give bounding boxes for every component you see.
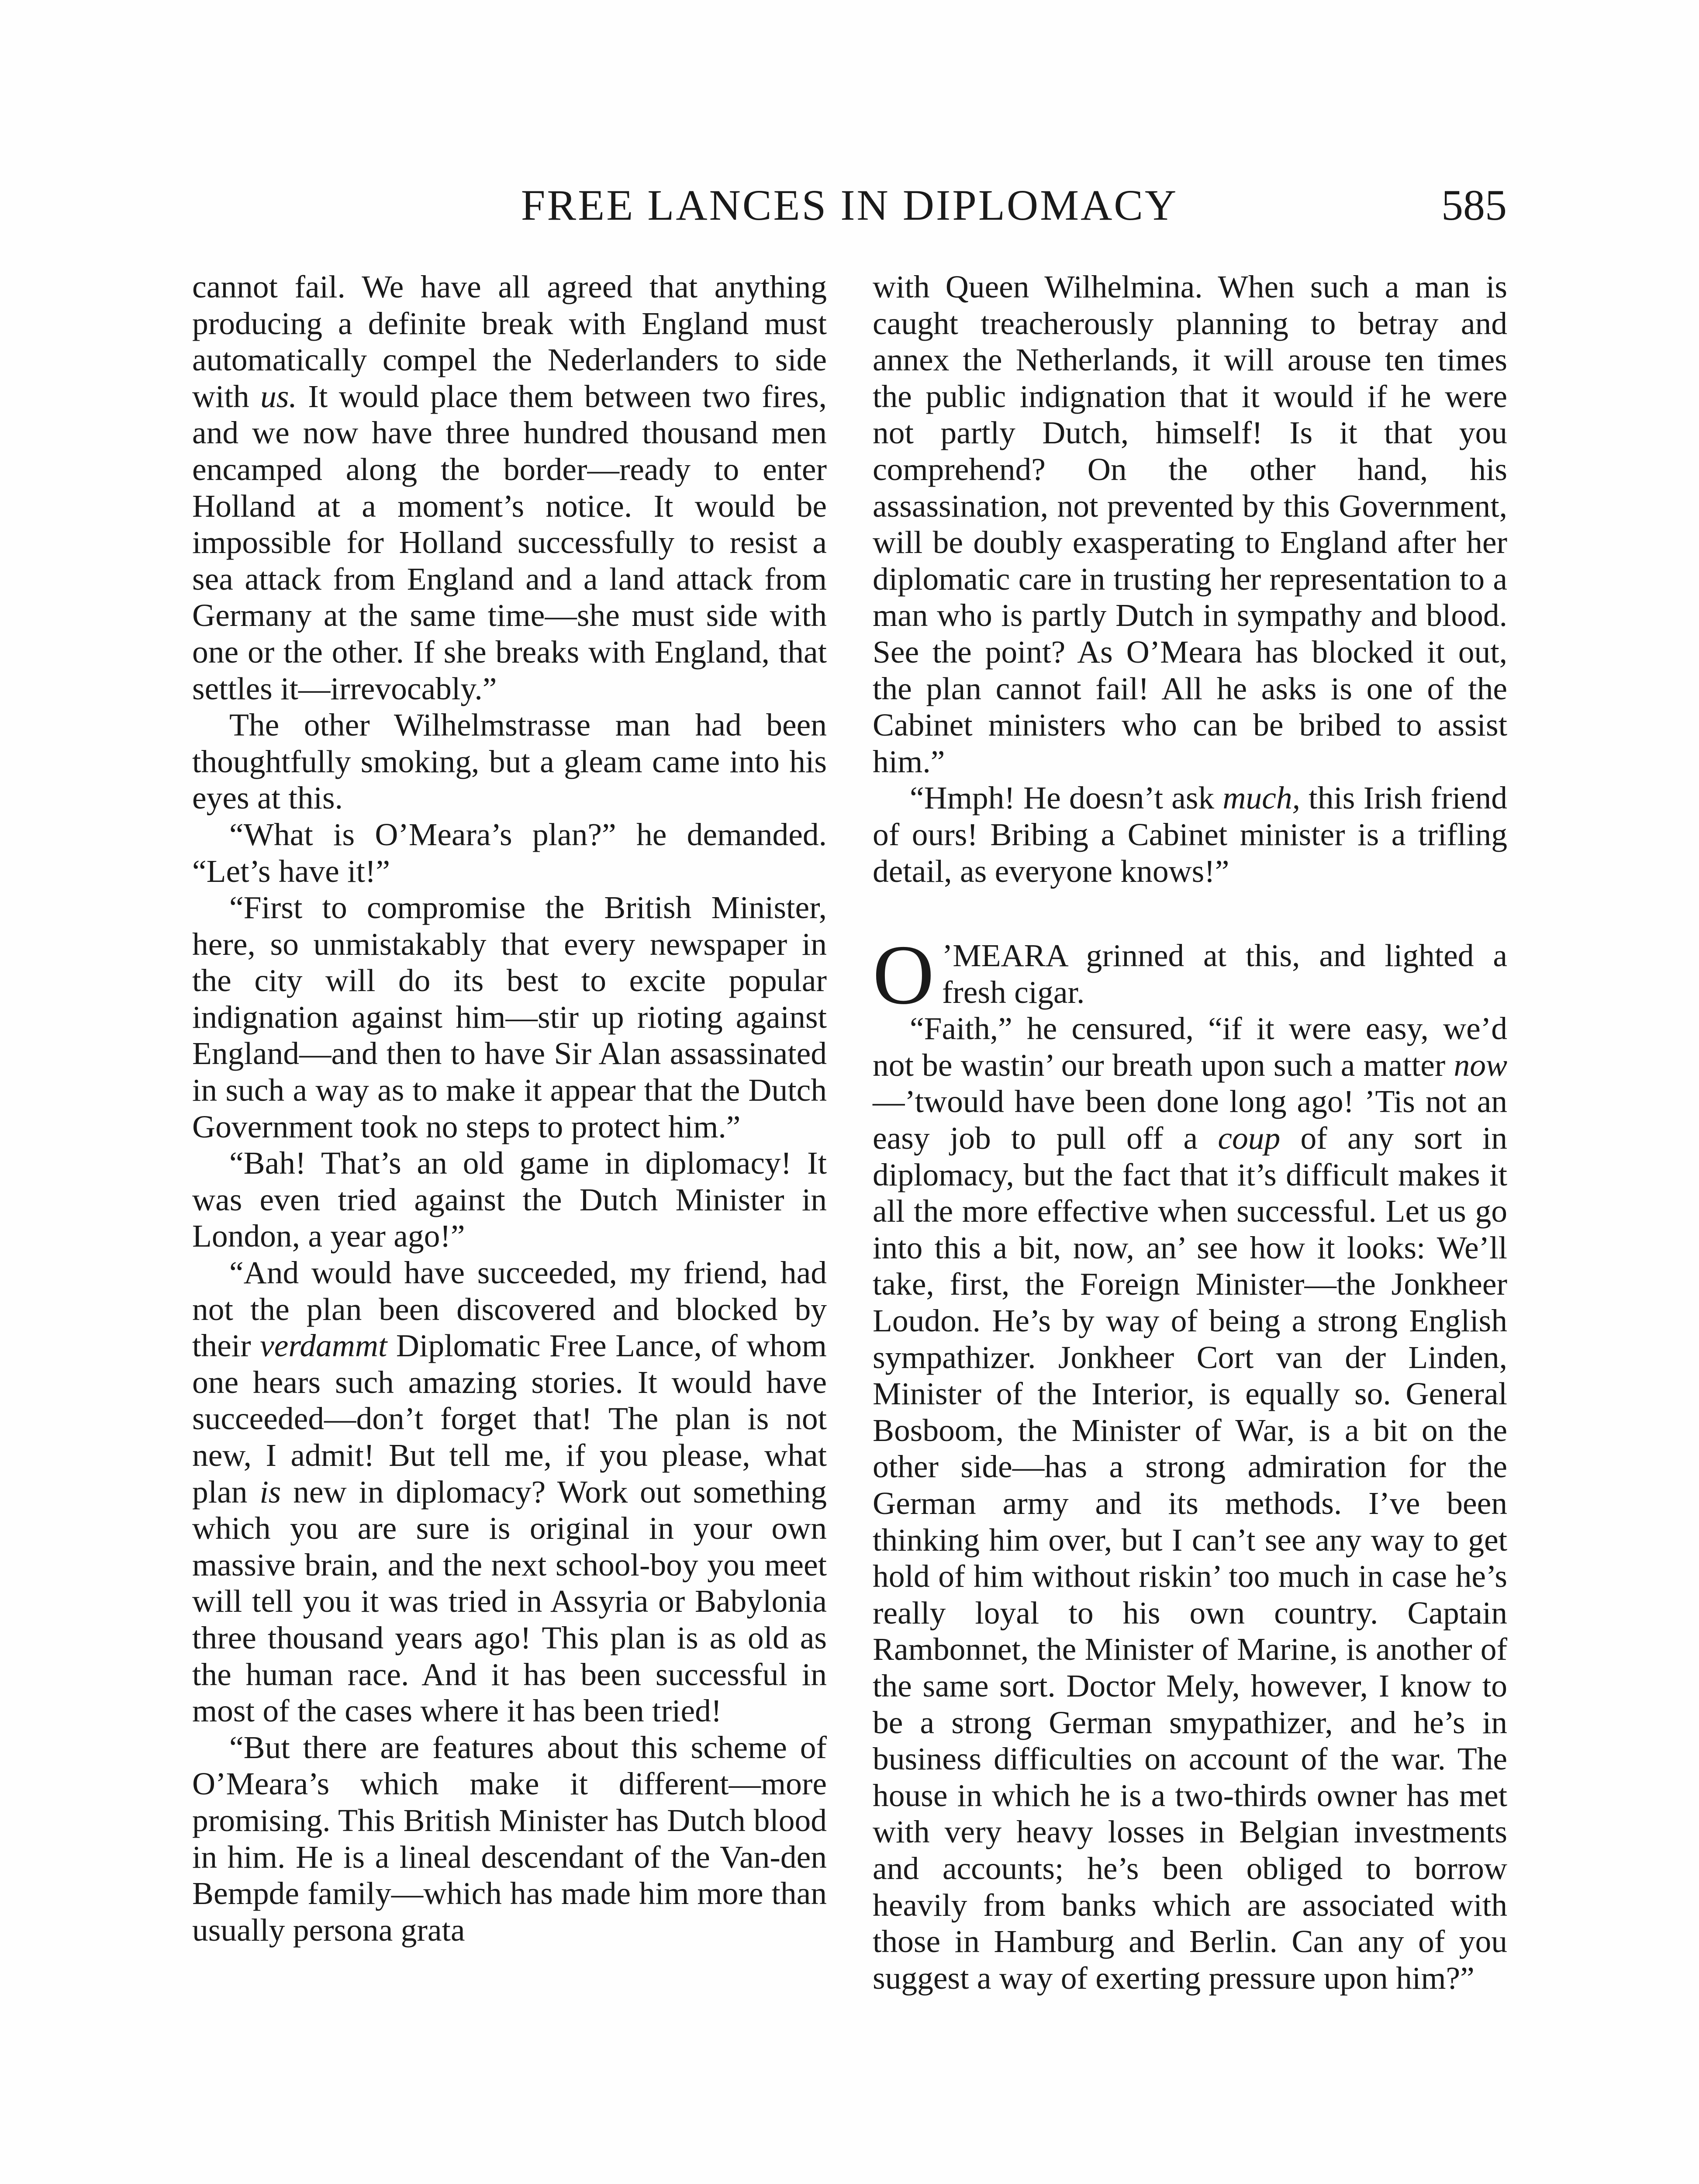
text-run: this Irish friend of ours! Bribing a Cabinet minister is a trifling detail, as everyone knows!” <box>873 780 1507 889</box>
text-run: “Hmph! He doesn’t ask <box>910 780 1223 816</box>
paragraph: “First to compromise the British Minister, here, so unmistakably that every newspaper in the city will do its best to excite popular indignation against him—stir up rioting against England—and then to have Sir Alan assassinated in such a way as to make it appear that the Dutch Government took no steps to protect him.” <box>192 890 827 1144</box>
paragraph: “Bah! That’s an old game in diplomacy! It was even tried against the Dutch Minister in London, a year ago!” <box>192 1145 827 1254</box>
left-column <box>192 269 827 2184</box>
text-run: It would place them between two fires, and we now have three hundred thousand men encamped along the border—ready to enter Holland at a moment’s notice. It would be impossible for Holland successfully to resist a sea attack from England and a land attack from Germany at the same time—she must side with one or the other. If she breaks with England, that settles it—irrevocably.” <box>192 378 827 706</box>
paragraph <box>873 1010 1507 1996</box>
page-header <box>192 181 1507 229</box>
emphasis: is <box>259 1474 281 1510</box>
text-run: Diplomatic Free Lance, of whom one hears such amazing stories. It would have succeeded—don’t forget that! The plan is not new, I admit! But tell me, if you please, what plan <box>192 1328 827 1510</box>
page-number: 585 <box>1441 181 1507 229</box>
emphasis: much, <box>1222 780 1300 816</box>
text-run: —’twould have been done long ago! ’Tis not an easy job to pull off a <box>873 1084 1507 1156</box>
text-run: of any sort in diplomacy, but the fact that it’s difficult makes it all the more effective when successful. Let us go into this a bit, now, an’ see how it looks: We’ll take, first, the Foreign Minister—the Jonkheer Loudon. He’s by way of being a strong English sympathizer. Jonkheer Cort van der Linden, Minister of the Interior, is equally so. General Bosboom, the Minister of War, is a bit on the other side—has a strong admiration for the German army and its methods. I’ve been thinking him over, but I can’t see any way to get hold of him without riskin’ too much in case he’s really loyal to his own country. Captain Rambonnet, the Minister of Marine, is another of the same sort. Doctor Mely, however, I know to be a strong German smypathizer, and he’s in business difficulties on account of the war. The house in which he is a two-thirds owner has met with very heavy losses in Belgian investments and accounts; he’s been obliged to borrow heavily from banks which are associated with those in Hamburg and Berlin. Can any of you suggest a way of exerting pressure upon him?” <box>873 1120 1507 1996</box>
paragraph: The other Wilhelmstrasse man had been thoughtfully smoking, but a gleam came into his eyes at this. <box>192 707 827 816</box>
running-title: FREE LANCES IN DIPLOMACY <box>521 181 1178 229</box>
text-run: “Faith,” he censured, “if it were easy, we’d not be wastin’ our breath upon such a matter <box>873 1011 1507 1083</box>
text-run: cannot fail. We have all agreed that anything producing a definite break with England must automatically compel the Nederlanders to side with <box>192 269 827 414</box>
right-column <box>873 269 1507 2184</box>
emphasis: now <box>1454 1047 1507 1083</box>
text-run: ’MEARA grinned at this, and lighted a fresh cigar. <box>942 938 1507 1010</box>
paragraph <box>192 1254 827 1729</box>
emphasis: us. <box>260 378 297 414</box>
emphasis: coup <box>1218 1120 1281 1156</box>
text-run: new in diplomacy? Work out something which you are sure is original in your own massive brain, and the next school-boy you meet will tell you it was tried in Assyria or Babylonia three thousand years ago! This plan is as old as the human race. And it has been successful in most of the cases where it has been tried! <box>192 1474 827 1729</box>
paragraph: with Queen Wilhelmina. When such a man is caught treacherously planning to betray and annex the Netherlands, it will arouse ten times the public indignation that it would if he were not partly Dutch, himself! Is it that you comprehend? On the other hand, his assassination, not prevented by this Government, will be doubly exasperating to England after her diplomatic care in trusting her representation to a man who is partly Dutch in sympathy and blood. See the point? As O’Meara has blocked it out, the plan cannot fail! All he asks is one of the Cabinet ministers who can be bribed to assist him.” <box>873 269 1507 779</box>
paragraph: “But there are features about this scheme of O’Meara’s which make it different—more promising. This British Minister has Dutch blood in him. He is a lineal descendant of the Van-den Bempde family—which has made him more than usually persona grata <box>192 1729 827 1948</box>
text-run: “And would have succeeded, my friend, had not the plan been discovered and blocked by their <box>192 1255 827 1364</box>
paragraph: “What is O’Meara’s plan?” he demanded. “Let’s have it!” <box>192 816 827 889</box>
emphasis: verdammt <box>260 1328 387 1364</box>
paragraph <box>192 269 827 707</box>
section-opening-paragraph <box>873 928 1507 1023</box>
drop-cap: O <box>873 928 934 1023</box>
paragraph <box>873 780 1507 889</box>
